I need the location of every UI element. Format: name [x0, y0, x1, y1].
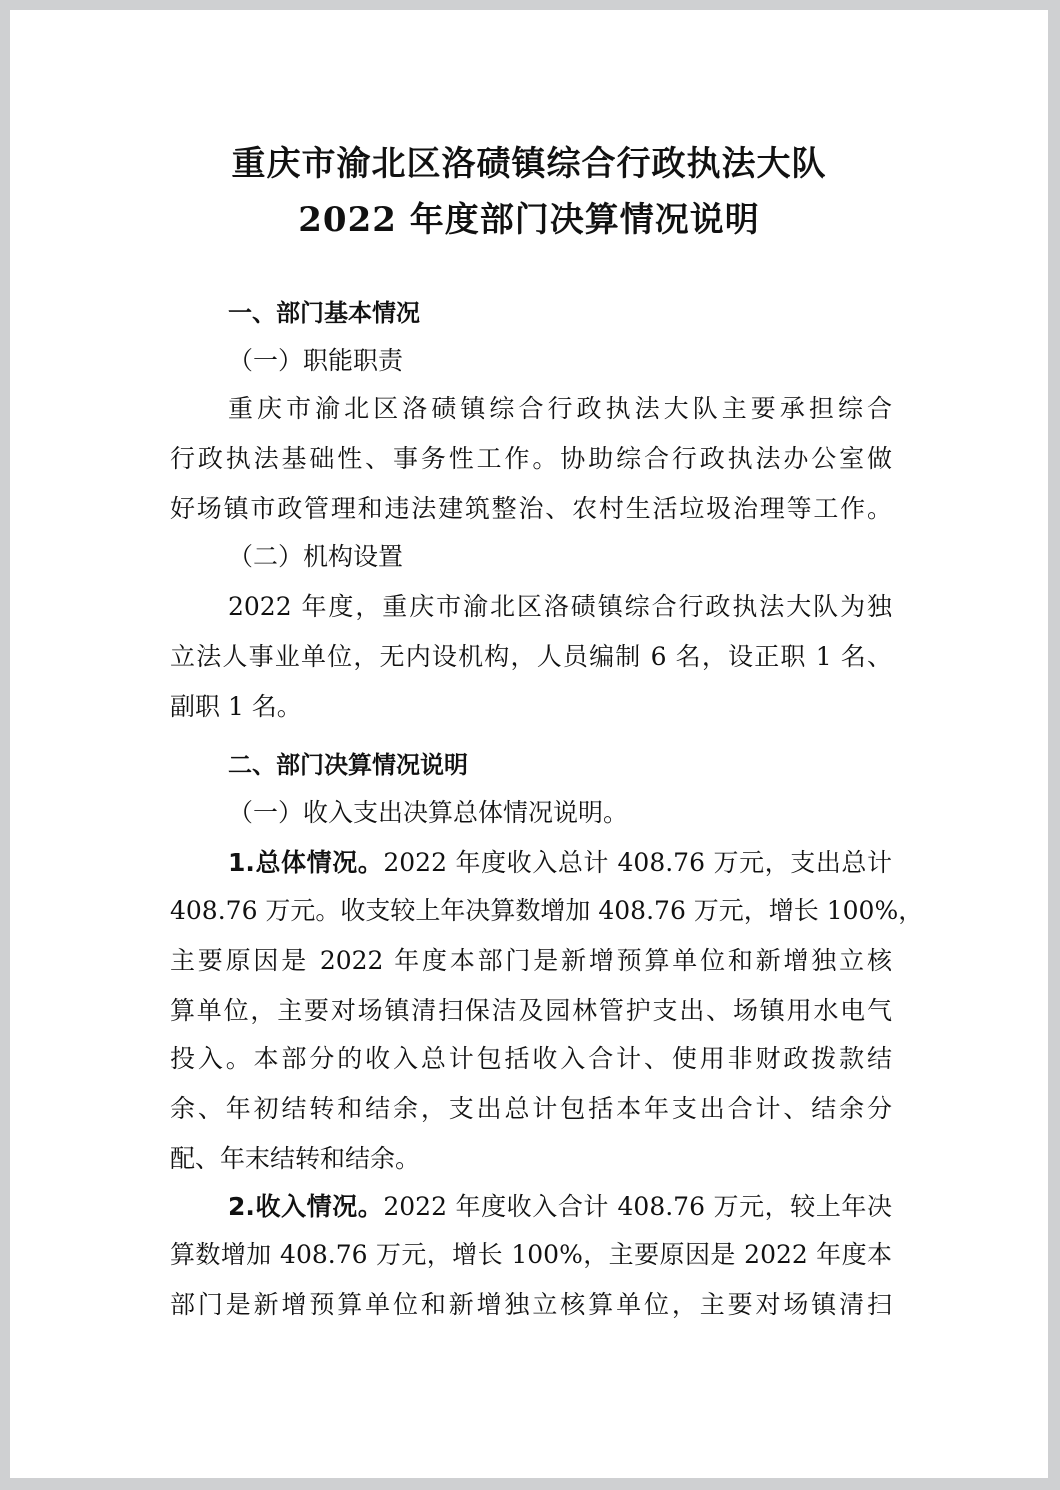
paragraph-lead-overall: 1.总体情况。 [228, 848, 384, 877]
subsection-heading-functions: （一）职能职责 [228, 346, 404, 375]
paragraph-line: 立法人事业单位，无内设机构，人员编制 6 名，设正职 1 名、 [170, 642, 892, 671]
paragraph-lead-income: 2.收入情况。 [228, 1192, 384, 1221]
paragraph-line-income [228, 1190, 892, 1224]
paragraph-line: 部门是新增预算单位和新增独立核算单位，主要对场镇清扫 [170, 1290, 892, 1319]
paragraph-line: 算单位，主要对场镇清扫保洁及园林管护支出、场镇用水电气 [170, 996, 892, 1025]
paragraph-line: 主要原因是 2022 年度本部门是新增预算单位和新增独立核 [170, 946, 892, 975]
paragraph-text: 2022 年度收入合计 408.76 万元，较上年决 [383, 1192, 892, 1221]
paragraph-line: 副职 1 名。 [170, 692, 302, 721]
paragraph-line: 好场镇市政管理和违法建筑整治、农村生活垃圾治理等工作。 [170, 494, 892, 523]
paragraph-line: 投入。本部分的收入总计包括收入合计、使用非财政拨款结 [170, 1044, 892, 1073]
paragraph-line: 408.76 万元。收支较上年决算数增加 408.76 万元，增长 100%， [170, 896, 924, 925]
section-heading-final-accounts: 二、部门决算情况说明 [228, 751, 468, 779]
paragraph-line-overall [228, 846, 892, 880]
paragraph-line: 重庆市渝北区洛碛镇综合行政执法大队主要承担综合 [228, 394, 892, 423]
subsection-heading-organization: （二）机构设置 [228, 542, 404, 571]
paragraph-line: 2022 年度，重庆市渝北区洛碛镇综合行政执法大队为独 [228, 592, 892, 621]
paragraph-line: 算数增加 408.76 万元，增长 100%，主要原因是 2022 年度本 [170, 1240, 892, 1269]
paragraph-text: 2022 年度收入总计 408.76 万元，支出总计 [383, 848, 892, 877]
paragraph-line: 余、年初结转和结余，支出总计包括本年支出合计、结余分 [170, 1094, 892, 1123]
section-heading-basic-info: 一、部门基本情况 [228, 299, 420, 327]
document-title-line-1: 重庆市渝北区洛碛镇综合行政执法大队 [231, 144, 827, 184]
document-page [10, 10, 1048, 1478]
subsection-heading-income-expense: （一）收入支出决算总体情况说明。 [228, 798, 629, 827]
document-title-line-2: 2022 年度部门决算情况说明 [298, 200, 760, 240]
paragraph-line: 行政执法基础性、事务性工作。协助综合行政执法办公室做 [170, 444, 892, 473]
paragraph-line: 配、年末结转和结余。 [170, 1144, 421, 1173]
